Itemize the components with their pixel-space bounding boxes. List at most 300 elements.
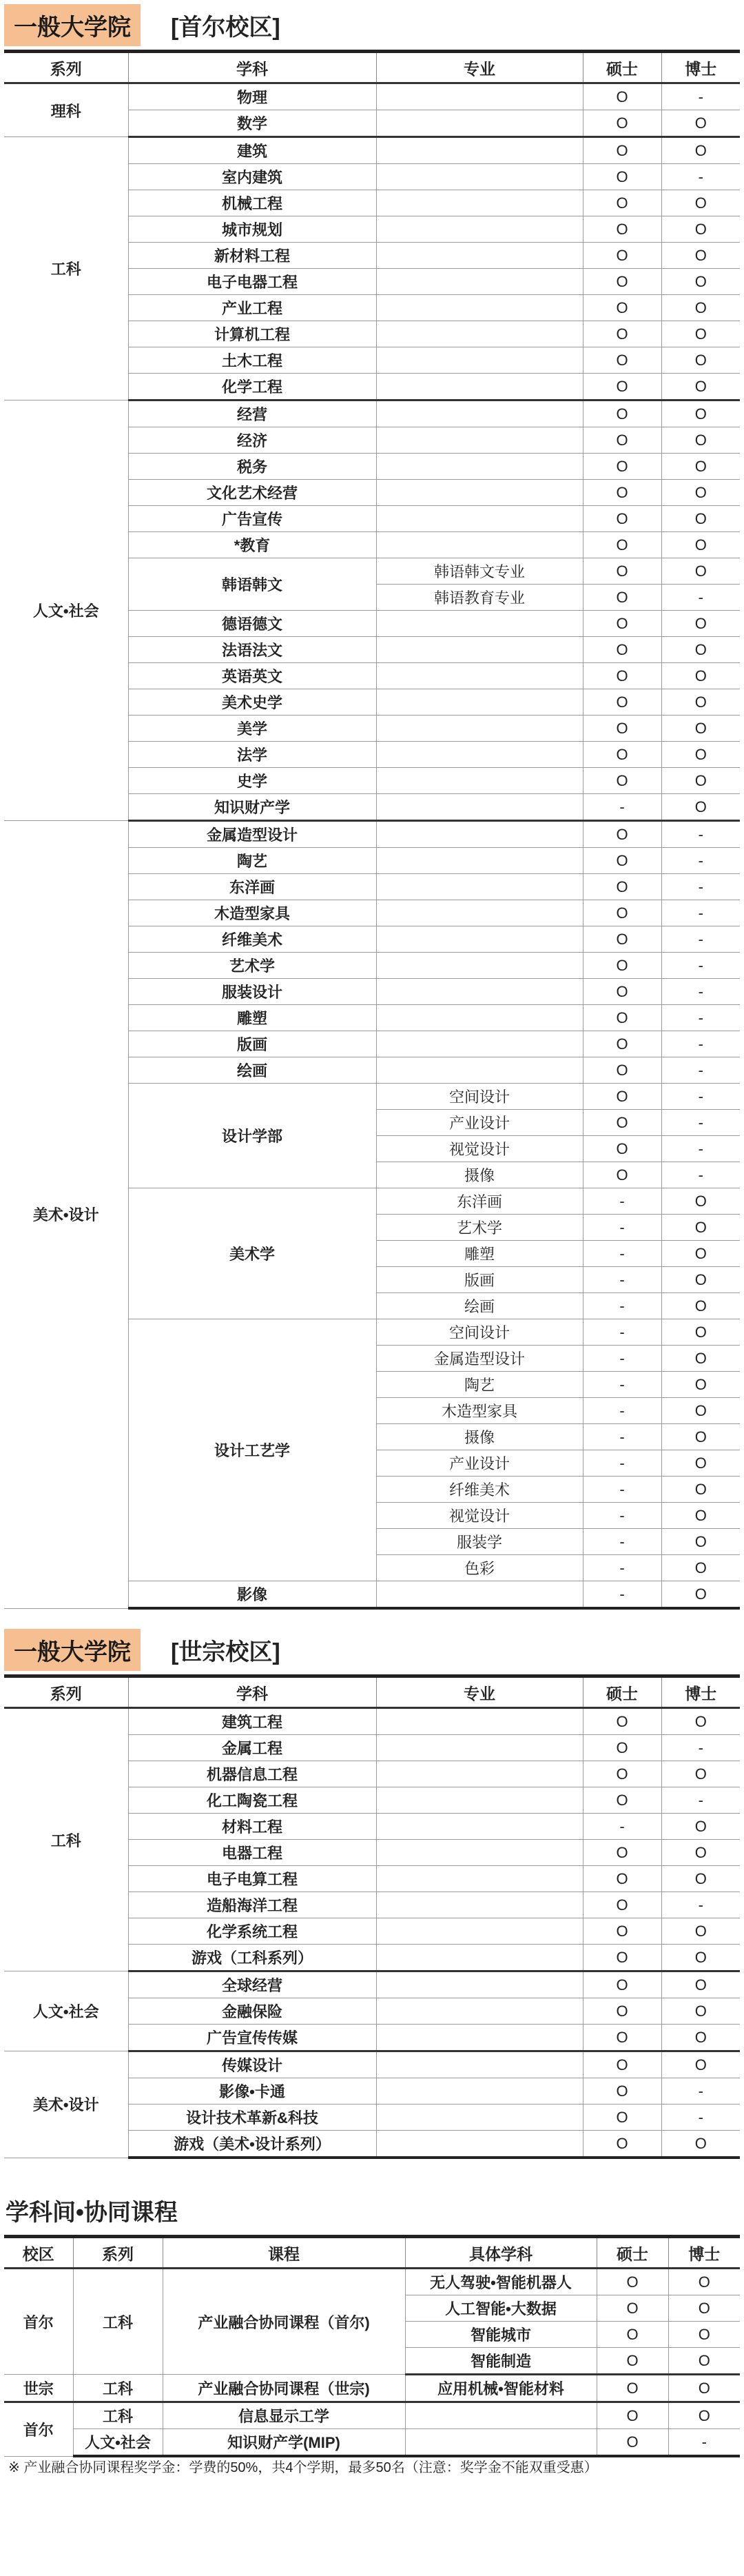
major-cell — [376, 637, 583, 663]
master-cell: - — [583, 1477, 661, 1503]
major-cell: 空间设计 — [376, 1084, 583, 1110]
sejong-section-header — [4, 1625, 740, 1674]
subject-cell: 室内建筑 — [128, 164, 376, 190]
subject-cell: 物理 — [128, 83, 376, 110]
table-row — [4, 137, 740, 164]
coop-table-header — [4, 2237, 740, 2269]
sejong-tag: 一般大学院 — [4, 1629, 141, 1671]
subject-cell: 新材料工程 — [128, 243, 376, 269]
doctor-cell: O — [661, 1998, 740, 2025]
doctor-cell: O — [661, 611, 740, 637]
master-cell: - — [583, 1555, 661, 1581]
series-cell: 人文•社会 — [4, 400, 128, 821]
doctor-cell: O — [661, 1971, 740, 1998]
series-cell: 美术•设计 — [4, 821, 128, 1609]
doctor-cell: - — [661, 164, 740, 190]
subject-cell: 美术学 — [128, 1188, 376, 1319]
master-cell: O — [583, 1761, 661, 1787]
master-cell: O — [583, 926, 661, 953]
subject-cell: 版画 — [128, 1031, 376, 1057]
doctor-cell: O — [661, 1215, 740, 1241]
column-header: 专业 — [376, 1676, 583, 1708]
doctor-cell: - — [661, 1735, 740, 1761]
major-cell — [376, 321, 583, 347]
sejong-table-header — [4, 1676, 740, 1708]
master-cell: O — [583, 216, 661, 243]
master-cell: O — [583, 1057, 661, 1084]
master-cell: - — [583, 1450, 661, 1477]
master-cell: O — [583, 1110, 661, 1136]
column-header: 博士 — [661, 52, 740, 83]
detail-subject-cell: 无人驾驶•智能机器人 — [405, 2269, 597, 2295]
subject-cell: 金属工程 — [128, 1735, 376, 1761]
subject-cell: 美术史学 — [128, 689, 376, 716]
doctor-cell: O — [661, 1866, 740, 1892]
major-cell: 艺术学 — [376, 1215, 583, 1241]
subject-cell: 电子电算工程 — [128, 1866, 376, 1892]
master-cell: O — [583, 1918, 661, 1945]
master-cell: O — [583, 742, 661, 768]
master-cell: O — [597, 2269, 668, 2295]
major-cell: 韩语教育专业 — [376, 585, 583, 611]
major-cell — [376, 768, 583, 794]
doctor-cell: O — [661, 558, 740, 585]
major-cell — [376, 427, 583, 454]
master-cell: O — [583, 2105, 661, 2131]
column-header: 学科 — [128, 1676, 376, 1708]
subject-cell: 产业工程 — [128, 295, 376, 321]
master-cell: O — [583, 1084, 661, 1110]
master-cell: O — [597, 2375, 668, 2402]
subject-cell: 韩语韩文 — [128, 558, 376, 611]
major-cell: 摄像 — [376, 1424, 583, 1450]
doctor-cell: - — [661, 1057, 740, 1084]
subject-cell: *教育 — [128, 532, 376, 558]
major-cell: 色彩 — [376, 1555, 583, 1581]
doctor-cell: O — [661, 454, 740, 480]
doctor-cell: O — [661, 295, 740, 321]
column-header: 博士 — [668, 2237, 740, 2269]
column-header: 课程 — [163, 2237, 405, 2269]
master-cell: O — [583, 347, 661, 374]
doctor-cell: O — [661, 768, 740, 794]
major-cell — [376, 2051, 583, 2078]
doctor-cell: O — [661, 321, 740, 347]
doctor-cell: O — [661, 1398, 740, 1424]
major-cell — [376, 1005, 583, 1031]
doctor-cell: O — [661, 1293, 740, 1319]
doctor-cell: O — [661, 663, 740, 689]
subject-cell: 数学 — [128, 110, 376, 137]
master-cell: O — [583, 1971, 661, 1998]
doctor-cell: O — [661, 1840, 740, 1866]
master-cell: - — [583, 1398, 661, 1424]
doctor-cell: - — [661, 1005, 740, 1031]
course-cell: 信息显示工学 — [163, 2402, 405, 2429]
major-cell: 视觉设计 — [376, 1136, 583, 1162]
doctor-cell: - — [661, 1031, 740, 1057]
subject-cell: 税务 — [128, 454, 376, 480]
subject-cell: 文化艺术经营 — [128, 480, 376, 506]
detail-subject-cell — [405, 2429, 597, 2457]
major-cell — [376, 1031, 583, 1057]
master-cell: - — [583, 1267, 661, 1293]
doctor-cell: - — [661, 1110, 740, 1136]
master-cell: O — [583, 689, 661, 716]
doctor-cell: O — [661, 374, 740, 400]
subject-cell: 知识财产学 — [128, 794, 376, 821]
master-cell: - — [583, 1319, 661, 1346]
major-cell: 绘画 — [376, 1293, 583, 1319]
major-cell: 韩语韩文专业 — [376, 558, 583, 585]
major-cell — [376, 979, 583, 1005]
doctor-cell: O — [668, 2402, 740, 2429]
master-cell: O — [583, 427, 661, 454]
subject-cell: 全球经营 — [128, 1971, 376, 1998]
campus-cell: 首尔 — [4, 2269, 73, 2375]
doctor-cell: - — [661, 2078, 740, 2105]
major-cell: 版画 — [376, 1267, 583, 1293]
detail-subject-cell — [405, 2402, 597, 2429]
master-cell: O — [583, 400, 661, 427]
subject-cell: 设计工艺学 — [128, 1319, 376, 1581]
course-cell: 知识财产学(MIP) — [163, 2429, 405, 2457]
series-cell: 人文•社会 — [4, 1971, 128, 2051]
master-cell: - — [583, 1424, 661, 1450]
major-cell — [376, 874, 583, 900]
major-cell: 产业设计 — [376, 1450, 583, 1477]
major-cell — [376, 611, 583, 637]
master-cell: O — [583, 190, 661, 216]
series-cell: 工科 — [4, 137, 128, 400]
major-cell: 服装学 — [376, 1529, 583, 1555]
major-cell: 视觉设计 — [376, 1503, 583, 1529]
doctor-cell: O — [661, 190, 740, 216]
major-cell — [376, 137, 583, 164]
doctor-cell: - — [661, 1787, 740, 1814]
master-cell: O — [583, 2025, 661, 2051]
master-cell: - — [583, 1529, 661, 1555]
sejong-table-body — [4, 1708, 740, 2158]
master-cell: O — [583, 1031, 661, 1057]
master-cell: - — [583, 1581, 661, 1609]
doctor-cell: - — [661, 83, 740, 110]
scholarship-note: ※ 产业融合协同课程奖学金：学费的50%，共4个学期，最多50名（注意：奖学金不能双重受惠） — [8, 2460, 598, 2475]
master-cell: O — [583, 585, 661, 611]
doctor-cell: O — [661, 110, 740, 137]
master-cell: O — [583, 768, 661, 794]
table-row — [4, 1708, 740, 1735]
detail-subject-cell: 应用机械•智能材料 — [405, 2375, 597, 2402]
series-cell: 人文•社会 — [73, 2429, 163, 2457]
column-header: 校区 — [4, 2237, 73, 2269]
major-cell — [376, 1998, 583, 2025]
coop-table — [4, 2235, 740, 2457]
doctor-cell: O — [661, 1918, 740, 1945]
master-cell: O — [583, 716, 661, 742]
doctor-cell: - — [661, 926, 740, 953]
master-cell: O — [583, 663, 661, 689]
master-cell: O — [583, 1708, 661, 1735]
subject-cell: 服装设计 — [128, 979, 376, 1005]
subject-cell: 德语德文 — [128, 611, 376, 637]
doctor-cell: O — [661, 1477, 740, 1503]
doctor-cell: - — [661, 1084, 740, 1110]
table-row — [4, 1971, 740, 1998]
subject-cell: 法语法文 — [128, 637, 376, 663]
doctor-cell: O — [668, 2269, 740, 2295]
table-row — [4, 2429, 740, 2457]
doctor-cell: O — [661, 1267, 740, 1293]
subject-cell: 化学工程 — [128, 374, 376, 400]
doctor-cell: O — [661, 1814, 740, 1840]
subject-cell: 传媒设计 — [128, 2051, 376, 2078]
sejong-table — [4, 1674, 740, 2159]
master-cell: O — [583, 637, 661, 663]
doctor-cell: O — [661, 1319, 740, 1346]
doctor-cell: O — [661, 532, 740, 558]
seoul-table-body — [4, 83, 740, 1609]
series-cell: 工科 — [73, 2402, 163, 2429]
detail-subject-cell: 智能城市 — [405, 2322, 597, 2348]
doctor-cell: O — [668, 2348, 740, 2375]
major-cell — [376, 110, 583, 137]
major-cell — [376, 1918, 583, 1945]
doctor-cell: - — [661, 585, 740, 611]
major-cell — [376, 848, 583, 874]
master-cell: O — [583, 2078, 661, 2105]
doctor-cell: - — [661, 874, 740, 900]
detail-subject-cell: 人工智能•大数据 — [405, 2295, 597, 2322]
master-cell: - — [583, 1215, 661, 1241]
major-cell — [376, 2105, 583, 2131]
course-cell: 产业融合协同课程（世宗) — [163, 2375, 405, 2402]
major-cell — [376, 2131, 583, 2158]
major-cell — [376, 400, 583, 427]
doctor-cell: O — [661, 427, 740, 454]
major-cell — [376, 243, 583, 269]
sejong-campus-title: [世宗校区] — [171, 1639, 280, 1665]
master-cell: O — [583, 2131, 661, 2158]
doctor-cell: O — [661, 1945, 740, 1971]
major-cell — [376, 532, 583, 558]
series-cell: 工科 — [73, 2375, 163, 2402]
major-cell — [376, 1892, 583, 1918]
table-row — [4, 2269, 740, 2295]
column-header: 硕士 — [583, 52, 661, 83]
subject-cell: 史学 — [128, 768, 376, 794]
major-cell — [376, 742, 583, 768]
subject-cell: 游戏（美术•设计系列） — [128, 2131, 376, 2158]
major-cell — [376, 1866, 583, 1892]
column-header: 硕士 — [583, 1676, 661, 1708]
subject-cell: 纤维美术 — [128, 926, 376, 953]
master-cell: O — [583, 1005, 661, 1031]
table-row — [4, 400, 740, 427]
master-cell: - — [583, 1814, 661, 1840]
subject-cell: 经营 — [128, 400, 376, 427]
master-cell: O — [583, 110, 661, 137]
subject-cell: 造船海洋工程 — [128, 1892, 376, 1918]
subject-cell: 陶艺 — [128, 848, 376, 874]
subject-cell: 计算机工程 — [128, 321, 376, 347]
master-cell: O — [583, 848, 661, 874]
subject-cell: 游戏（工科系列） — [128, 1945, 376, 1971]
major-cell — [376, 663, 583, 689]
master-cell: O — [583, 874, 661, 900]
master-cell: O — [583, 480, 661, 506]
subject-cell: 影像•卡通 — [128, 2078, 376, 2105]
subject-cell: 英语英文 — [128, 663, 376, 689]
column-header: 系列 — [4, 1676, 128, 1708]
subject-cell: 木造型家具 — [128, 900, 376, 926]
master-cell: O — [583, 1945, 661, 1971]
doctor-cell: O — [661, 1450, 740, 1477]
major-cell: 纤维美术 — [376, 1477, 583, 1503]
seoul-section-header — [4, 0, 740, 50]
major-cell — [376, 1735, 583, 1761]
major-cell — [376, 1057, 583, 1084]
subject-cell: 设计技术革新&科技 — [128, 2105, 376, 2131]
major-cell: 陶艺 — [376, 1372, 583, 1398]
doctor-cell: O — [661, 269, 740, 295]
master-cell: O — [597, 2295, 668, 2322]
master-cell: O — [583, 532, 661, 558]
doctor-cell: O — [661, 794, 740, 821]
major-cell — [376, 190, 583, 216]
subject-cell: 电子电器工程 — [128, 269, 376, 295]
subject-cell: 土木工程 — [128, 347, 376, 374]
column-header: 专业 — [376, 52, 583, 83]
major-cell — [376, 1971, 583, 1998]
doctor-cell: O — [668, 2322, 740, 2348]
master-cell: - — [583, 1372, 661, 1398]
master-cell: O — [583, 1840, 661, 1866]
master-cell: O — [583, 454, 661, 480]
master-cell: O — [583, 1866, 661, 1892]
master-cell: O — [583, 953, 661, 979]
subject-cell: 电器工程 — [128, 1840, 376, 1866]
major-cell — [376, 900, 583, 926]
course-cell: 产业融合协同课程（首尔) — [163, 2269, 405, 2375]
master-cell: O — [583, 1735, 661, 1761]
coop-title: 学科间•协同课程 — [6, 2199, 178, 2226]
major-cell — [376, 1761, 583, 1787]
doctor-cell: O — [668, 2295, 740, 2322]
master-cell: O — [583, 137, 661, 164]
subject-cell: 化学系统工程 — [128, 1918, 376, 1945]
master-cell: O — [583, 506, 661, 532]
major-cell — [376, 1945, 583, 1971]
master-cell: - — [583, 1503, 661, 1529]
seoul-table — [4, 50, 740, 1610]
major-cell — [376, 83, 583, 110]
major-cell — [376, 347, 583, 374]
doctor-cell: O — [661, 689, 740, 716]
major-cell — [376, 926, 583, 953]
doctor-cell: O — [661, 716, 740, 742]
master-cell: O — [583, 900, 661, 926]
doctor-cell: - — [661, 848, 740, 874]
doctor-cell: O — [661, 1529, 740, 1555]
master-cell: O — [583, 2051, 661, 2078]
doctor-cell: - — [661, 821, 740, 848]
subject-cell: 艺术学 — [128, 953, 376, 979]
subject-cell: 设计学部 — [128, 1084, 376, 1188]
major-cell — [376, 480, 583, 506]
coop-section — [0, 2185, 744, 2478]
master-cell: - — [583, 1188, 661, 1215]
subject-cell: 广告宣传传媒 — [128, 2025, 376, 2051]
major-cell: 雕塑 — [376, 1241, 583, 1267]
master-cell: O — [583, 1892, 661, 1918]
series-cell: 美术•设计 — [4, 2051, 128, 2158]
doctor-cell: O — [661, 1424, 740, 1450]
subject-cell: 影像 — [128, 1581, 376, 1609]
subject-cell: 广告宣传 — [128, 506, 376, 532]
doctor-cell: O — [661, 1581, 740, 1609]
column-header: 系列 — [4, 52, 128, 83]
doctor-cell: O — [661, 1346, 740, 1372]
major-cell — [376, 506, 583, 532]
master-cell: - — [583, 1241, 661, 1267]
column-header: 硕士 — [597, 2237, 668, 2269]
major-cell — [376, 2078, 583, 2105]
doctor-cell: O — [661, 1708, 740, 1735]
subject-cell: 机械工程 — [128, 190, 376, 216]
master-cell: O — [583, 1787, 661, 1814]
subject-cell: 化工陶瓷工程 — [128, 1787, 376, 1814]
column-header: 博士 — [661, 1676, 740, 1708]
subject-cell: 雕塑 — [128, 1005, 376, 1031]
series-cell: 理科 — [4, 83, 128, 137]
doctor-cell: O — [661, 506, 740, 532]
column-header: 学科 — [128, 52, 376, 83]
doctor-cell: O — [661, 1761, 740, 1787]
doctor-cell: O — [661, 400, 740, 427]
major-cell — [376, 1814, 583, 1840]
doctor-cell: O — [661, 347, 740, 374]
major-cell — [376, 821, 583, 848]
doctor-cell: O — [661, 1241, 740, 1267]
major-cell — [376, 794, 583, 821]
master-cell: O — [583, 1998, 661, 2025]
major-cell: 木造型家具 — [376, 1398, 583, 1424]
table-row — [4, 83, 740, 110]
master-cell: O — [583, 558, 661, 585]
column-header: 具体学科 — [405, 2237, 597, 2269]
campus-cell: 首尔 — [4, 2402, 73, 2457]
doctor-cell: O — [661, 637, 740, 663]
subject-cell: 经济 — [128, 427, 376, 454]
major-cell: 摄像 — [376, 1162, 583, 1188]
subject-cell: 材料工程 — [128, 1814, 376, 1840]
doctor-cell: O — [661, 2025, 740, 2051]
master-cell: O — [583, 243, 661, 269]
major-cell: 空间设计 — [376, 1319, 583, 1346]
doctor-cell: O — [661, 1372, 740, 1398]
doctor-cell: - — [661, 900, 740, 926]
seoul-tag: 一般大学院 — [4, 4, 141, 46]
master-cell: O — [583, 979, 661, 1005]
doctor-cell: - — [661, 1892, 740, 1918]
doctor-cell: O — [661, 1503, 740, 1529]
subject-cell: 绘画 — [128, 1057, 376, 1084]
major-cell — [376, 269, 583, 295]
master-cell: - — [583, 794, 661, 821]
major-cell — [376, 454, 583, 480]
doctor-cell: O — [661, 1188, 740, 1215]
